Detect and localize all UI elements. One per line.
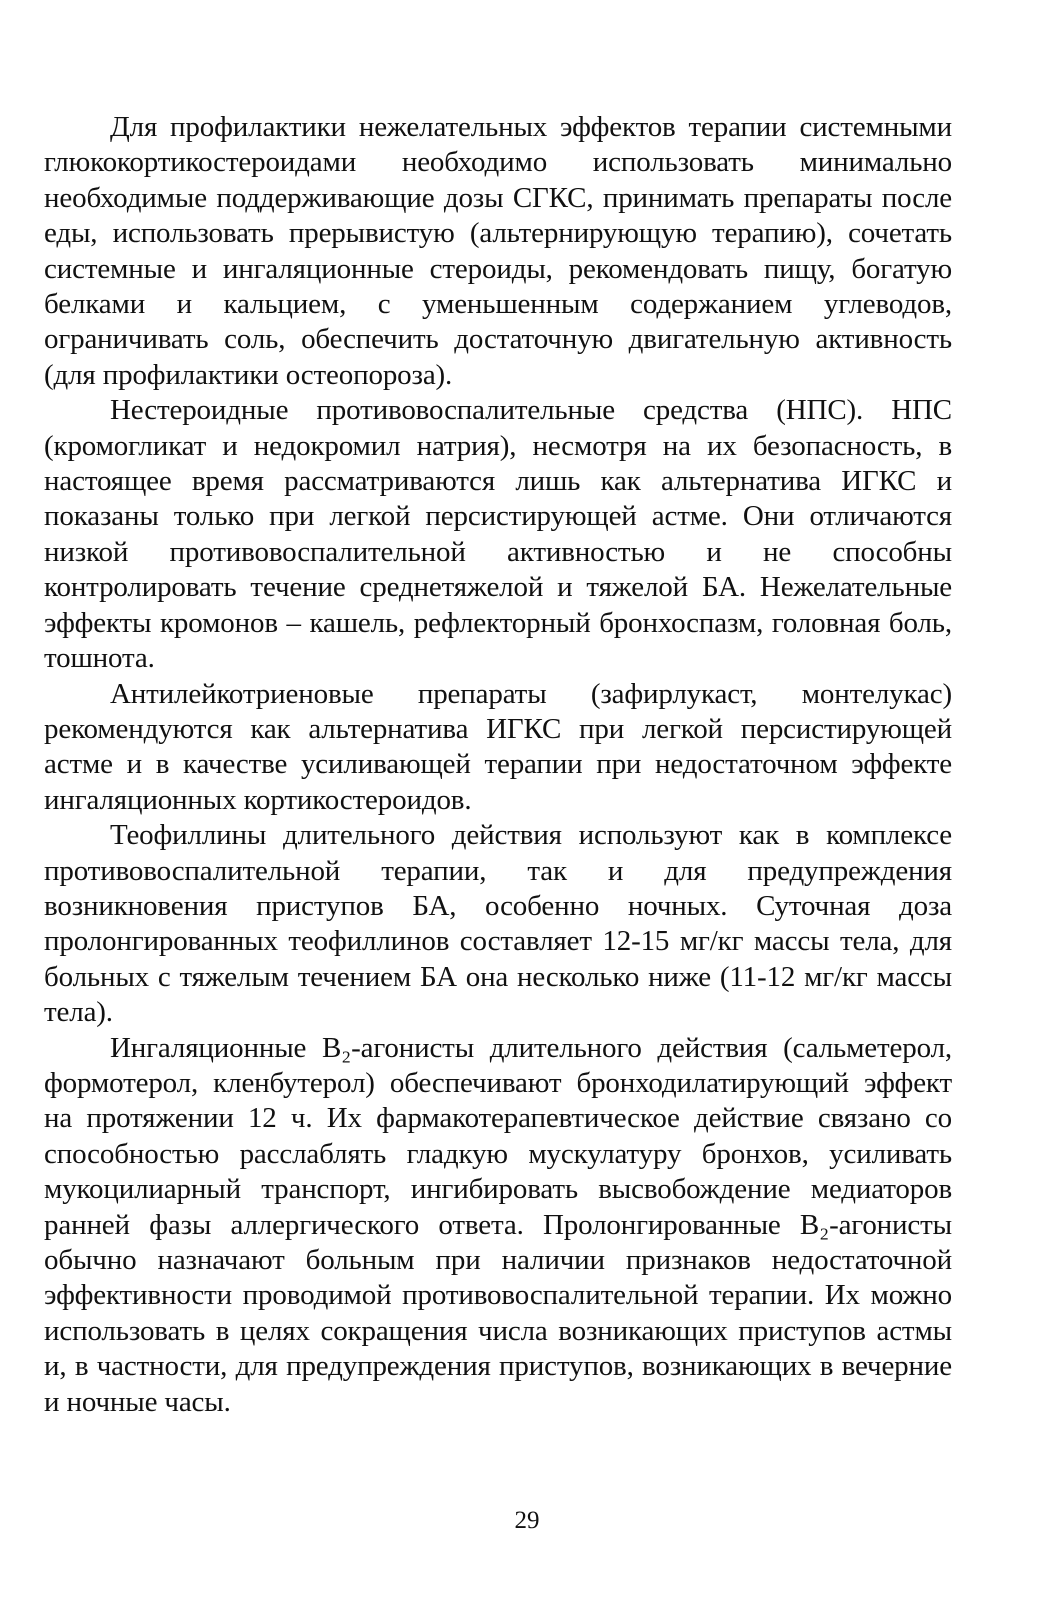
paragraph-gcs-side-effects: Для профилактики нежелательных эффектов терапии системными глюкокортикостероидами необходимо использовать минимально необходимые поддерживающие дозы СГКС, принимать препараты после еды, использовать прерывистую (альтернирующую терапию), сочетать системные и ингаляционные стероиды, рекомендовать пищу, богатую белками и кальцием, с уменьшенным содержанием углеводов, ограничивать соль, обеспечить достаточную двигательную активность (для профилактики остеопороза). (44, 111, 952, 391)
paragraph-theophylline: Теофиллины длительного действия используют как в комплексе противовоспалительной терапии, так и для предупреждения возникновения приступов БА, особенно ночных. Суточная доза пролонгированных теофиллинов составляет 12-15 мг/кг массы тела, для больных с тяжелым течением БА она несколько ниже (11-12 мг/кг массы тела). (44, 819, 952, 1029)
paragraph-nsaid: Нестероидные противовоспалительные средства (НПС). НПС (кромогликат и недокромил натрия), несмотря на их безопасность, в настоящее время рассматриваются лишь как альтернатива ИГКС и показаны только при легкой персистирующей астме. Они отличаются низкой противовоспалительной активностью и не способны контролировать течение среднетяжелой и тяжелой БА. Нежелательные эффекты кромонов – кашель, рефлекторный бронхоспазм, головная боль, тошнота. (44, 394, 952, 675)
page-number: 29 (514, 1507, 540, 1534)
paragraph-antileukotriene: Антилейкотриеновые препараты (зафирлукаст, монтелукас) рекомендуются как альтернатива ИГКС при легкой персистирующей астме и в качестве усиливающей терапии при недостаточном эффекте ингаляционных кортикостероидов. (44, 677, 952, 816)
paragraph-b2-agonists: Ингаляционные В₂-агонисты длительного действия (сальметерол, формотерол, кленбутерол) обеспечивают бронходилатирующий эффект на протяжении 12 ч. Их фармакотерапевтическое действие связано со способностью расслаблять гладкую мускулатуру бронхов, усиливать мукоцилиарный транспорт, ингибировать высвобождение медиаторов ранней фазы аллергического ответа. Пролонгированные В₂-агонисты обычно назначают больным при наличии признаков недостаточной эффективности проводимой противовоспалительной терапии. Их можно использовать в целях сокращения числа возникающих приступов астмы и, в частности, для предупреждения приступов, возникающих в вечерние и ночные часы. (44, 1031, 952, 1418)
page-body (44, 110, 952, 1420)
